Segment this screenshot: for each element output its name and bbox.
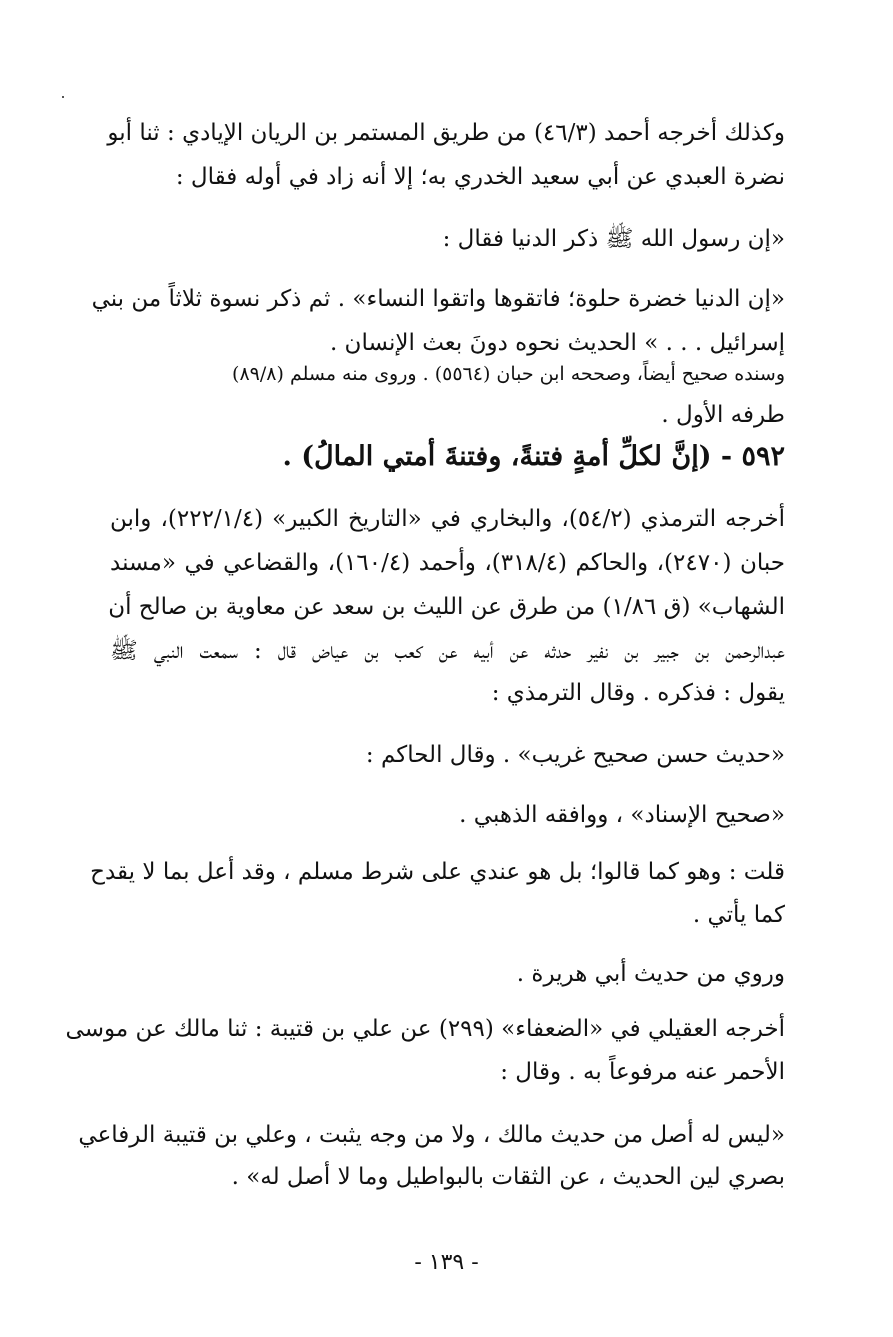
text-line: كما يأتي . bbox=[692, 902, 785, 928]
text-line: أخرجه العقيلي في «الضعفاء» (٢٩٩) عن علي بن قتيبة : ثنا مالك عن موسى bbox=[65, 1016, 785, 1042]
speck-mark bbox=[62, 96, 64, 98]
text-line: وروي من حديث أبي هريرة . bbox=[516, 961, 785, 987]
text-line: عبدالرحمن بن جبير بن نفير حدثه عن أبيه عن كعب بن عياض قال : سمعت النبي ﷺ bbox=[110, 638, 785, 664]
text-line: طرفه الأول . bbox=[661, 402, 785, 428]
quote-line: إسرائيل . . . » الحديث نحوه دونَ بعث الإنسان . bbox=[329, 330, 785, 356]
quote-line: «إن رسول الله ﷺ ذكر الدنيا فقال : bbox=[442, 226, 785, 252]
text-line: الأحمر عنه مرفوعاً به . وقال : bbox=[500, 1059, 785, 1085]
page-number: - ١٣٩ - bbox=[414, 1250, 479, 1275]
quote-line: «حديث حسن صحيح غريب» . وقال الحاكم : bbox=[365, 742, 785, 768]
text-line: الشهاب» (ق ١/٨٦) من طرق عن الليث بن سعد عن معاوية بن صالح أن bbox=[108, 594, 785, 620]
text-line: وكذلك أخرجه أحمد (٤٦/٣) من طريق المستمر بن الريان الإيادي : ثنا أبو bbox=[107, 120, 785, 146]
text-line: حبان (٢٤٧٠)، والحاكم (٣١٨/٤)، وأحمد (١٦٠/٤)، والقضاعي في «مسند bbox=[110, 550, 786, 576]
quote-line: «صحيح الإسناد» ، ووافقه الذهبي . bbox=[459, 802, 785, 828]
quote-line: «ليس له أصل من حديث مالك ، ولا من وجه يثبت ، وعلي بن قتيبة الرفاعي bbox=[78, 1122, 785, 1148]
quote-line: «إن الدنيا خضرة حلوة؛ فاتقوها واتقوا النساء» . ثم ذكر نسوة ثلاثاً من بني bbox=[91, 286, 785, 312]
quote-line: بصري لين الحديث ، عن الثقات بالبواطيل وما لا أصل له» . bbox=[231, 1164, 785, 1190]
text-line: قلت : وهو كما قالوا؛ بل هو عندي على شرط مسلم ، وقد أعل بما لا يقدح bbox=[90, 859, 785, 885]
hadith-heading: ٥٩٢ - (إنَّ لكلِّ أمةٍ فتنةً، وفتنةَ أمتي المالُ) . bbox=[282, 441, 785, 472]
text-line: أخرجه الترمذي (٥٤/٢)، والبخاري في «التاريخ الكبير» (٢٢٢/١/٤)، وابن bbox=[110, 506, 785, 532]
text-line: يقول : فذكره . وقال الترمذي : bbox=[491, 680, 785, 706]
text-line: وسنده صحيح أيضاً، وصححه ابن حبان (٥٥٦٤) . وروى منه مسلم (٨٩/٨) bbox=[232, 363, 785, 385]
text-line: نضرة العبدي عن أبي سعيد الخدري به؛ إلا أنه زاد في أوله فقال : bbox=[175, 164, 785, 190]
